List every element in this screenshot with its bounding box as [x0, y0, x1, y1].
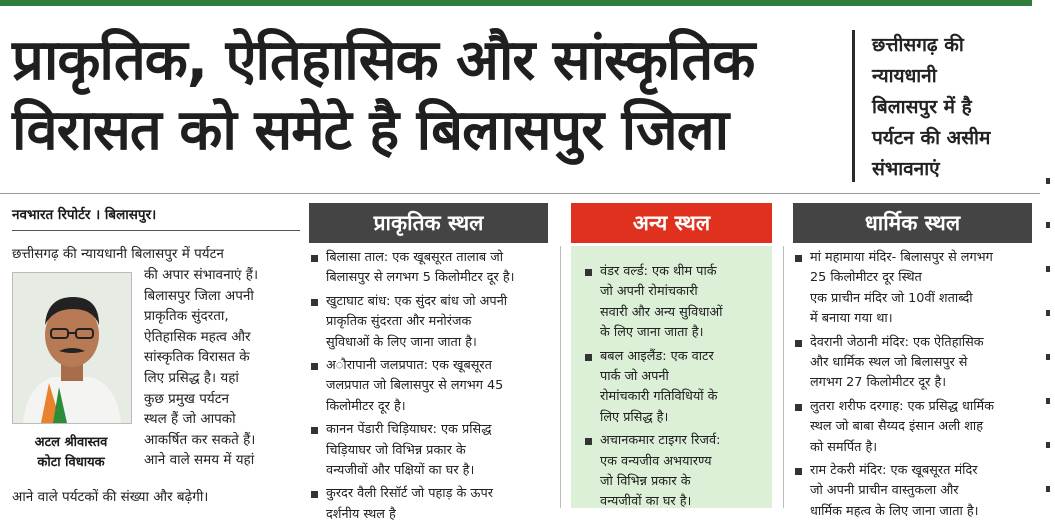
- byline-rule: [12, 230, 300, 231]
- bullet-square-icon: [585, 438, 592, 445]
- place-item-line: वन्यजीवों का घर है।: [600, 494, 692, 510]
- place-item-line: लुतरा शरीफ दरगाह: एक प्रसिद्ध धार्मिक: [810, 398, 994, 414]
- place-item: [793, 461, 1038, 522]
- intro-wrapped-text: [144, 265, 300, 471]
- place-item-line: जो अपनी रोमांचकारी: [600, 284, 698, 300]
- intro-line: की अपार संभावनाएं हैं।: [144, 267, 259, 283]
- sidebox-line: पर्यटन की असीम: [872, 127, 991, 149]
- column-divider: [560, 246, 561, 508]
- headline-line-1: प्राकृतिक, ऐतिहासिक और सांस्कृतिक: [12, 28, 755, 93]
- natural-places-list: [309, 248, 554, 528]
- headline-divider: [0, 193, 1040, 194]
- place-item-line: राम टेकरी मंदिर: एक खूबसूरत मंदिर: [810, 463, 978, 479]
- place-item-line: बिलासपुर से लगभग 5 किलोमीटर दूर है।: [326, 270, 515, 286]
- place-item-line: देवरानी जेठानी मंदिर: एक ऐतिहासिक: [810, 334, 984, 350]
- sidebox-line: संभावनाएं: [872, 158, 940, 180]
- place-item: [309, 356, 554, 417]
- place-item: [309, 292, 554, 353]
- place-item: [793, 333, 1038, 394]
- place-item-line: के लिए जाना जाता है।: [600, 325, 704, 341]
- intro-line: ऐतिहासिक महत्व और: [144, 328, 251, 345]
- intro-line: आने वाले समय में यहां: [144, 452, 255, 469]
- intro-line: कुछ प्रमुख पर्यटन: [144, 390, 230, 407]
- place-item-line: दर्शनीय स्थल है: [326, 506, 396, 522]
- place-item-line: एक प्राचीन मंदिर जो 10वीं शताब्दी: [810, 290, 973, 306]
- place-item-line: प्राकृतिक सुंदरता और मनोरंजक: [326, 314, 472, 330]
- header-other-places: अन्य स्थल: [571, 203, 772, 243]
- intro-line: सांस्कृतिक विरासत के: [144, 349, 250, 366]
- bullet-square-icon: [795, 404, 802, 411]
- place-item-line: में बनाया गया था।: [810, 311, 893, 327]
- place-item-line: बबल आइलैंड: एक वाटर: [600, 348, 714, 364]
- intro-line: स्थल हैं जो आपको: [144, 411, 236, 428]
- photo-caption-name: अटल श्रीवास्तव: [34, 435, 108, 450]
- place-item: [583, 262, 768, 344]
- place-item-line: किलोमीटर दूर है।: [326, 398, 406, 414]
- place-item-line: जलप्रपात जो बिलासपुर से लगभग 45: [326, 378, 504, 394]
- place-item: [793, 248, 1038, 330]
- other-places-list: [583, 262, 768, 516]
- place-item-line: सवारी और अन्य सुविधाओं: [600, 304, 723, 320]
- portrait-illustration: [13, 273, 131, 423]
- place-item-line: बिलासा ताल: एक खूबसूरत तालाब जो: [326, 250, 504, 265]
- column-divider: [783, 246, 784, 508]
- place-item-line: वन्यजीवों और पक्षियों का घर है।: [326, 463, 475, 479]
- place-item-line: कानन पेंडारी चिड़ियाघर: एक प्रसिद्ध: [326, 422, 492, 438]
- bullet-square-icon: [311, 299, 318, 306]
- sidebox-tagline: [872, 30, 1037, 185]
- place-item-line: स्थल जो बाबा सैय्यद इंसान अली शाह: [810, 419, 984, 435]
- place-item-line: एक वन्यजीव अभयारण्य: [600, 453, 712, 469]
- place-item-line: और धार्मिक स्थल जो बिलासपुर से: [810, 355, 968, 371]
- place-item-line: कुरदर वैली रिसॉर्ट जो पहाड़ के ऊपर: [326, 486, 493, 502]
- page-edge-marks: [1040, 170, 1055, 517]
- place-item: [583, 431, 768, 513]
- sidebox-line: बिलासपुर में है: [872, 96, 972, 118]
- sidebox-divider: [852, 30, 855, 182]
- portrait-photo: [12, 272, 132, 424]
- place-item-line: जो अपनी प्राचीन वास्तुकला और: [810, 483, 959, 499]
- headline-line-2: विरासत को समेटे है बिलासपुर जिला: [12, 98, 729, 163]
- bullet-square-icon: [795, 340, 802, 347]
- bullet-square-icon: [585, 269, 592, 276]
- place-item: [583, 347, 768, 429]
- bullet-square-icon: [795, 468, 802, 475]
- place-item-line: अचानकमार टाइगर रिजर्व:: [600, 433, 721, 449]
- place-item-line: मां महामाया मंदिर- बिलासपुर से लगभग: [810, 250, 993, 265]
- top-green-bar: [0, 0, 1032, 6]
- place-item-line: सुविधाओं के लिए जाना जाता है।: [326, 334, 477, 350]
- place-item-line: अौरापानी जलप्रपात: एक खूबसूरत: [326, 358, 492, 374]
- intro-first-line: छत्तीसगढ़ की न्यायधानी बिलासपुर में पर्यटन: [12, 246, 224, 262]
- bullet-square-icon: [311, 491, 318, 498]
- place-item-line: चिड़ियाघर जो विभिन्न प्रकार के: [326, 442, 466, 458]
- place-item-line: जो विभिन्न प्रकार के: [600, 474, 691, 490]
- intro-line: लिए प्रसिद्ध है। यहां: [144, 369, 239, 386]
- place-item: [309, 248, 554, 289]
- place-item-line: रोमांचकारी गतिविधियों के: [600, 389, 718, 405]
- intro-line: बिलासपुर जिला अपनी: [144, 287, 254, 304]
- intro-last-line: आने वाले पर्यटकों की संख्या और बढ़ेगी।: [12, 489, 209, 505]
- place-item-line: पार्क जो अपनी: [600, 369, 669, 385]
- bullet-square-icon: [585, 354, 592, 361]
- place-item-line: वंडर वर्ल्ड: एक थीम पार्क: [600, 264, 717, 279]
- bullet-square-icon: [795, 255, 802, 262]
- header-natural-places: प्राकृतिक स्थल: [309, 203, 548, 243]
- photo-caption-title: कोटा विधायक: [37, 455, 105, 470]
- place-item: [793, 397, 1038, 458]
- header-religious-places: धार्मिक स्थल: [793, 203, 1032, 243]
- place-item-line: 25 किलोमीटर दूर स्थित: [810, 270, 922, 286]
- sidebox-line: न्यायधानी: [872, 65, 937, 87]
- bullet-square-icon: [311, 255, 318, 262]
- bullet-square-icon: [311, 363, 318, 370]
- place-item-line: खुटाघाट बांध: एक सुंदर बांध जो अपनी: [326, 293, 508, 309]
- religious-places-list: [793, 248, 1038, 525]
- place-item-line: लिए प्रसिद्ध है।: [600, 409, 669, 425]
- place-item: [309, 420, 554, 481]
- intro-line: प्राकृतिक सुंदरता,: [144, 308, 229, 325]
- sidebox-line: छत्तीसगढ़ की: [872, 34, 964, 56]
- intro-line: आकर्षित कर सकते हैं।: [144, 431, 256, 448]
- place-item-line: लगभग 27 किलोमीटर दूर है।: [810, 375, 947, 391]
- place-item-line: धार्मिक महत्व के लिए जाना जाता है।: [810, 503, 979, 519]
- bullet-square-icon: [311, 427, 318, 434]
- place-item-line: को समर्पित है।: [810, 439, 878, 455]
- place-item: [309, 484, 554, 525]
- byline: नवभारत रिपोर्टर । बिलासपुर।: [12, 207, 157, 223]
